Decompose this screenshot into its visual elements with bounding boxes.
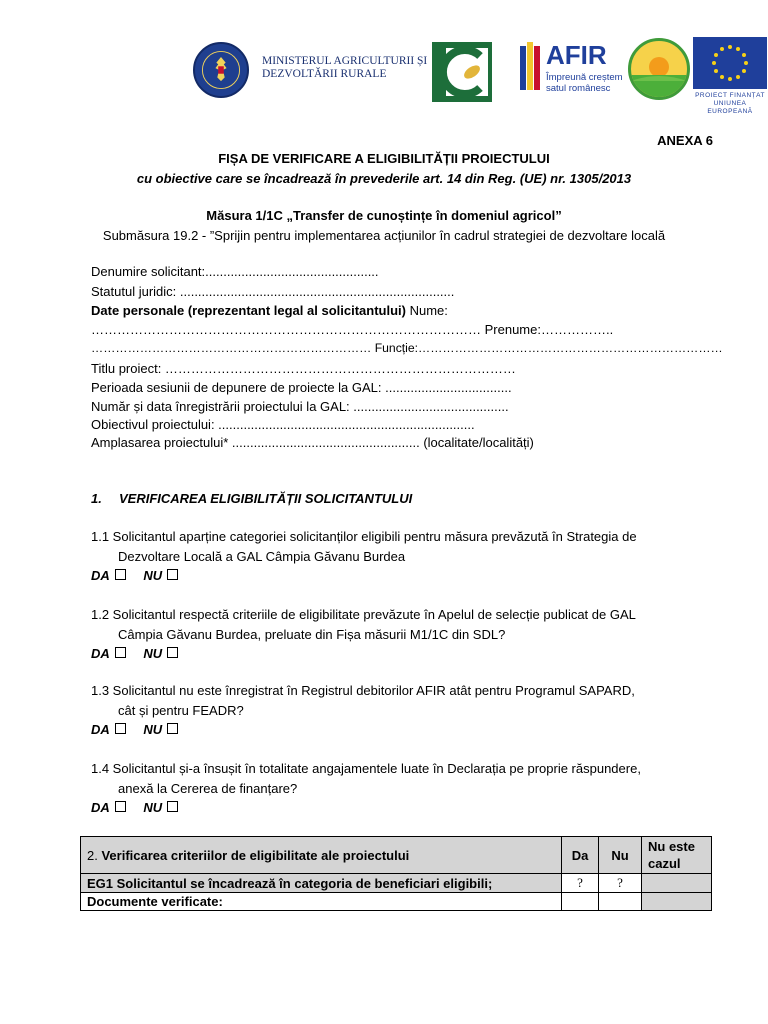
question-1-2-line1: 1.2 Solicitantul respectă criteriile de eligibilitate prevăzute în Apelul de selecție publicat de GAL — [91, 607, 636, 622]
field-project-title[interactable]: Titlu proiect: ……………………………………………………………………… — [91, 361, 516, 376]
field-project-location[interactable]: Amplasarea proiectului* .................................................... (localitate/localități) — [91, 435, 534, 450]
ministry-name — [262, 55, 432, 81]
question-1-3 — [91, 681, 687, 721]
question-1-4 — [91, 759, 687, 799]
table-header-row — [81, 837, 712, 874]
no-checkbox[interactable] — [167, 569, 178, 580]
eligibility-criteria-table — [80, 836, 712, 911]
question-1-1 — [91, 527, 687, 567]
question-1-3-line2: cât și pentru FEADR? — [118, 703, 244, 718]
yes-checkbox[interactable] — [115, 569, 126, 580]
field-session-period[interactable]: Perioada sesiunii de depunere de proiecte la GAL: ................................... — [91, 380, 512, 395]
answer-1-3 — [91, 722, 178, 737]
eu-caption-1: PROIECT FINANȚAT — [695, 92, 765, 99]
measure-title: Măsura 1/1C „Transfer de cunoștințe în domeniul agricol” — [206, 208, 562, 223]
table-header-da — [562, 837, 599, 874]
criterion-eg1-label: EG1 Solicitantul se încadrează în categoria de beneficiari eligibili; — [87, 875, 493, 891]
field-registration-number[interactable]: Număr și data înregistrării proiectului la GAL: ........................................... — [91, 399, 509, 414]
table-cell-nu[interactable] — [599, 893, 642, 911]
field-legal-status[interactable]: Statutul juridic: ............................................................................ — [91, 284, 455, 299]
afir-name: AFIR — [546, 40, 607, 70]
leader-logo — [432, 42, 492, 102]
table-row — [81, 893, 712, 911]
no-label: NU — [143, 722, 163, 737]
yes-label: DA — [91, 800, 110, 815]
question-1-4-line2: anexă la Cererea de finanțare? — [118, 781, 298, 796]
section-1-number: 1. — [91, 491, 102, 506]
table-cell-nu[interactable]: ? — [599, 874, 642, 893]
section-1-heading — [91, 491, 412, 506]
question-1-1-line2: Dezvoltare Locală a GAL Câmpia Găvanu Burdea — [118, 549, 406, 564]
yes-checkbox[interactable] — [115, 647, 126, 658]
eu-funding-logo — [690, 37, 768, 115]
question-1-4-line1: 1.4 Solicitantul și-a însușit în totalitate angajamentele luate în Declarația pe proprie răspundere, — [91, 761, 641, 776]
no-checkbox[interactable] — [167, 647, 178, 658]
table-header-criteria-label: Verificarea criteriilor de eligibilitate ale proiectului — [101, 847, 410, 863]
field-project-objective[interactable]: Obiectivul proiectului: ....................................................................... — [91, 417, 475, 432]
yes-label: DA — [91, 722, 110, 737]
ministry-name-line1: MINISTERUL AGRICULTURII ȘI — [262, 55, 428, 67]
answer-1-2 — [91, 646, 178, 661]
no-label: NU — [143, 800, 163, 815]
table-row-criterion — [81, 874, 562, 893]
submeasure-title: Submăsura 19.2 - ”Sprijin pentru implementarea acțiunilor în cadrul strategiei de dezvoltare locală — [102, 228, 666, 243]
document-subtitle: cu obiective care se încadrează în prevederile art. 14 din Reg. (UE) nr. 1305/2013 — [136, 171, 632, 186]
table-header-nu-label: Nu — [611, 847, 629, 863]
answer-1-1 — [91, 568, 178, 583]
table-row-documents — [81, 893, 562, 911]
yes-label: DA — [91, 568, 110, 583]
question-1-2 — [91, 605, 687, 645]
yes-checkbox[interactable] — [115, 723, 126, 734]
no-checkbox[interactable] — [167, 801, 178, 812]
no-label: NU — [143, 646, 163, 661]
government-seal-logo — [193, 42, 249, 98]
field-personal-data — [91, 303, 448, 318]
afir-logo — [516, 38, 623, 104]
table-cell-not-applicable — [642, 874, 712, 893]
table-header-not-applicable-label: Nu este cazul — [648, 839, 695, 871]
question-1-3-line1: 1.3 Solicitantul nu este înregistrat în Registrul debitorilor AFIR atât pentru Programul SAPARD, — [91, 683, 635, 698]
table-header-nu — [599, 837, 642, 874]
eu-flag-icon — [693, 37, 767, 89]
field-first-name[interactable]: ……………………………………………………………………………… Prenume:…………….. — [91, 322, 614, 337]
table-header-number: 2. — [87, 847, 98, 863]
yes-checkbox[interactable] — [115, 801, 126, 812]
answer-1-4 — [91, 800, 178, 815]
name-label: Nume: — [405, 303, 448, 318]
yes-label: DA — [91, 646, 110, 661]
documents-verified-label: Documente verificate: — [87, 894, 223, 909]
table-row — [81, 874, 712, 893]
table-header-criteria — [81, 837, 562, 874]
ministry-name-line2: DEZVOLTĂRII RURALE — [262, 68, 387, 80]
section-1-title: VERIFICAREA ELIGIBILITĂȚII SOLICITANTULUI — [119, 491, 413, 506]
field-function[interactable]: …………………………………………………………… Funcție:………………………………………………………………… — [91, 341, 723, 355]
table-header-da-label: Da — [571, 847, 589, 863]
question-1-2-line2: Câmpia Găvanu Burdea, preluate din Fișa măsurii M1/1C din SDL? — [118, 627, 506, 642]
table-cell-da[interactable]: ? — [562, 874, 599, 893]
afir-tagline-2: satul românesc — [546, 83, 611, 94]
afir-tagline-1: Împreună creștem — [546, 72, 623, 83]
no-checkbox[interactable] — [167, 723, 178, 734]
document-title: FIȘA DE VERIFICARE A ELIGIBILITĂȚII PROIECTULUI — [218, 151, 550, 166]
gal-campia-gavanu-burdea-logo — [628, 38, 690, 100]
annex-label: ANEXA 6 — [657, 133, 713, 148]
no-label: NU — [143, 568, 163, 583]
table-cell-not-applicable — [642, 893, 712, 911]
question-1-1-line1: 1.1 Solicitantul aparține categoriei solicitanților eligibili pentru măsura prevăzută în Strategia de — [91, 529, 637, 544]
field-applicant-name[interactable]: Denumire solicitant:................................................ — [91, 264, 379, 279]
table-cell-da[interactable] — [562, 893, 599, 911]
table-header-not-applicable — [642, 837, 712, 874]
eu-caption-2: UNIUNEA EUROPEANĂ — [707, 100, 753, 115]
personal-data-label: Date personale (reprezentant legal al solicitantului) — [91, 303, 406, 318]
